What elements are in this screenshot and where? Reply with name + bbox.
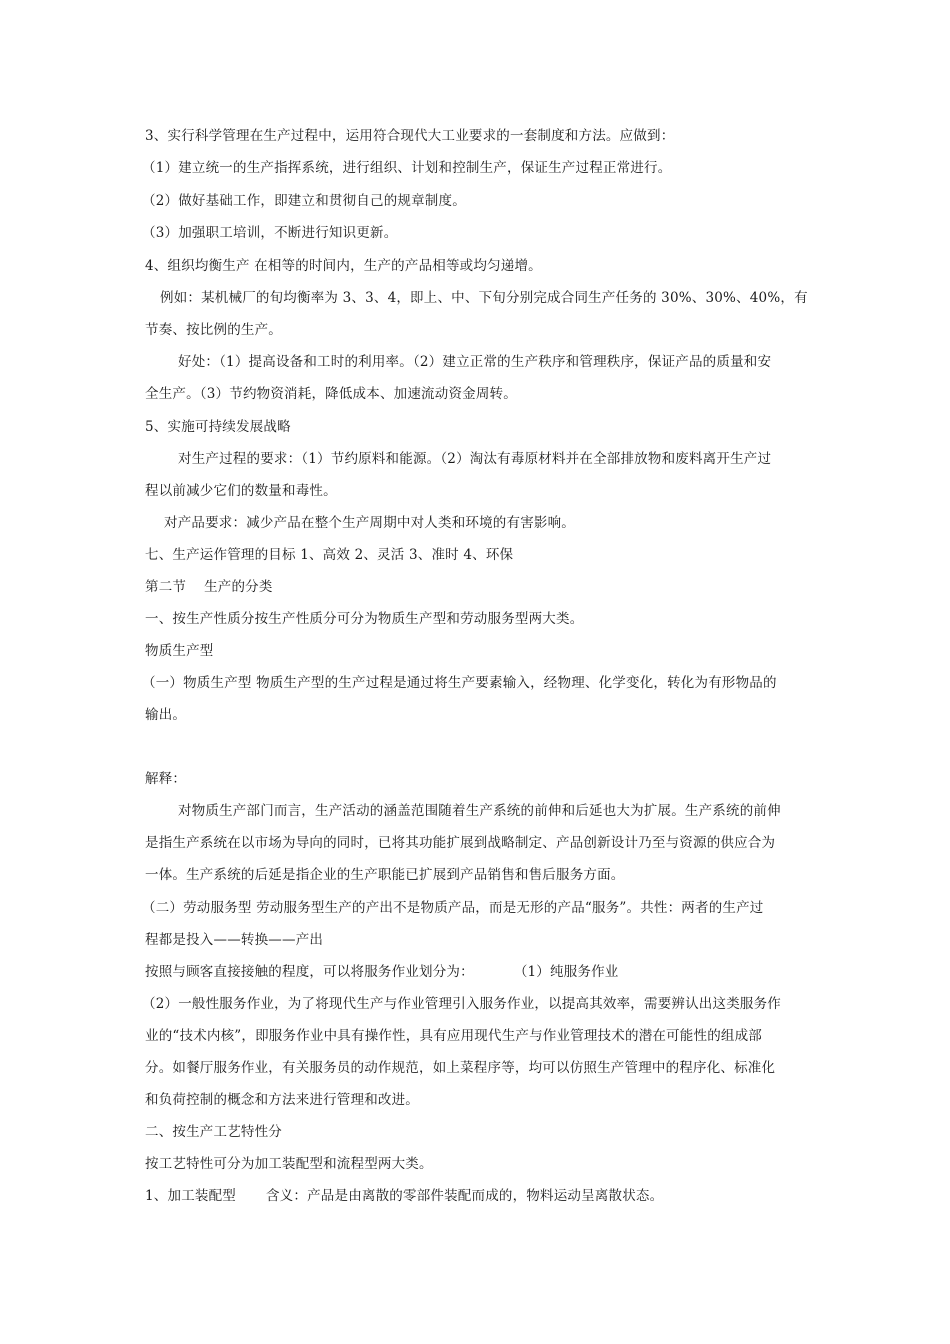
subheading: 物质生产型: [145, 643, 214, 659]
section-heading: 七、生产运作管理的目标 1、高效 2、灵活 3、准时 4、环保: [145, 547, 514, 563]
text-span: （1）纯服务作业: [513, 964, 619, 980]
text-span: 1、加工装配型: [145, 1188, 236, 1204]
text-line: 3、实行科学管理在生产过程中，运用符合现代大工业要求的一套制度和方法。应做到：: [145, 128, 675, 144]
text-line: 全生产。（3）节约物资消耗，降低成本、加速流动资金周转。: [145, 386, 517, 402]
text-line: （一）物质生产型 物质生产型的生产过程是通过将生产要素输入，经物理、化学变化，转化为有形物品的: [142, 675, 777, 691]
text-line: 是指生产系统在以市场为导向的同时，已将其功能扩展到战略制定、产品创新设计乃至与资源的供应合为: [145, 835, 776, 851]
text-line: （3）加强职工培训，不断进行知识更新。: [142, 225, 398, 241]
text-span: 按照与顾客直接接触的程度，可以将服务作业划分为：: [145, 964, 474, 980]
subheading: 解释：: [145, 771, 187, 787]
text-line: 对物质生产部门而言，生产活动的涵盖范围随着生产系统的前伸和后延也大为扩展。生产系统的前伸: [178, 803, 781, 819]
section-heading: 第二节 生产的分类: [145, 579, 273, 595]
text-line: 5、实施可持续发展战略: [145, 419, 291, 435]
text-line: [145, 1186, 815, 1206]
text-line: （2）做好基础工作，即建立和贯彻自己的规章制度。: [142, 193, 466, 209]
text-line: 按工艺特性可分为加工装配型和流程型两大类。: [145, 1156, 433, 1172]
text-line: 输出。: [145, 707, 187, 723]
text-line: （1）建立统一的生产指挥系统，进行组织、计划和控制生产，保证生产过程正常进行。: [142, 160, 672, 176]
text-line: 一体。生产系统的后延是指企业的生产职能已扩展到产品销售和售后服务方面。: [145, 867, 625, 883]
text-line: 对生产过程的要求：（1）节约原料和能源。（2）淘汰有毒原材料并在全部排放物和废料离开生产过: [178, 451, 772, 467]
text-line: [145, 962, 815, 982]
text-line: 一、按生产性质分按生产性质分可分为物质生产型和劳动服务型两大类。: [145, 611, 584, 627]
text-span: 含义：产品是由离散的零部件装配而成的，物料运动呈离散状态。: [266, 1188, 664, 1204]
text-line: （2）一般性服务作业，为了将现代生产与作业管理引入服务作业，以提高其效率，需要辨认出这类服务作: [142, 996, 781, 1012]
text-line: 节奏、按比例的生产。: [145, 322, 282, 338]
text-line: （二）劳动服务型 劳动服务型生产的产出不是物质产品，而是无形的产品“服务”。共性：两者的生产过: [142, 900, 764, 916]
text-line: 业的“技术内核”，即服务作业中具有操作性，具有应用现代生产与作业管理技术的潜在可能性的组成部: [145, 1028, 763, 1044]
text-line: 程都是投入——转换——产出: [145, 932, 324, 948]
text-line: 和负荷控制的概念和方法来进行管理和改进。: [145, 1092, 419, 1108]
text-line: 好处：（1）提高设备和工时的利用率。（2）建立正常的生产秩序和管理秩序，保证产品的质量和安: [178, 354, 772, 370]
text-line: 程以前减少它们的数量和毒性。: [145, 483, 337, 499]
text-line: 例如：某机械厂的旬均衡率为 3、3、4，即上、中、下旬分别完成合同生产任务的 30%、30%、40%，有: [160, 290, 808, 306]
section-heading: 二、按生产工艺特性分: [145, 1124, 282, 1140]
text-line: 4、组织均衡生产 在相等的时间内，生产的产品相等或均匀递增。: [145, 258, 542, 274]
text-line: 对产品要求：减少产品在整个生产周期中对人类和环境的有害影响。: [164, 515, 575, 531]
text-line: 分。如餐厅服务作业，有关服务员的动作规范，如上菜程序等，均可以仿照生产管理中的程序化、标准化: [145, 1060, 776, 1076]
